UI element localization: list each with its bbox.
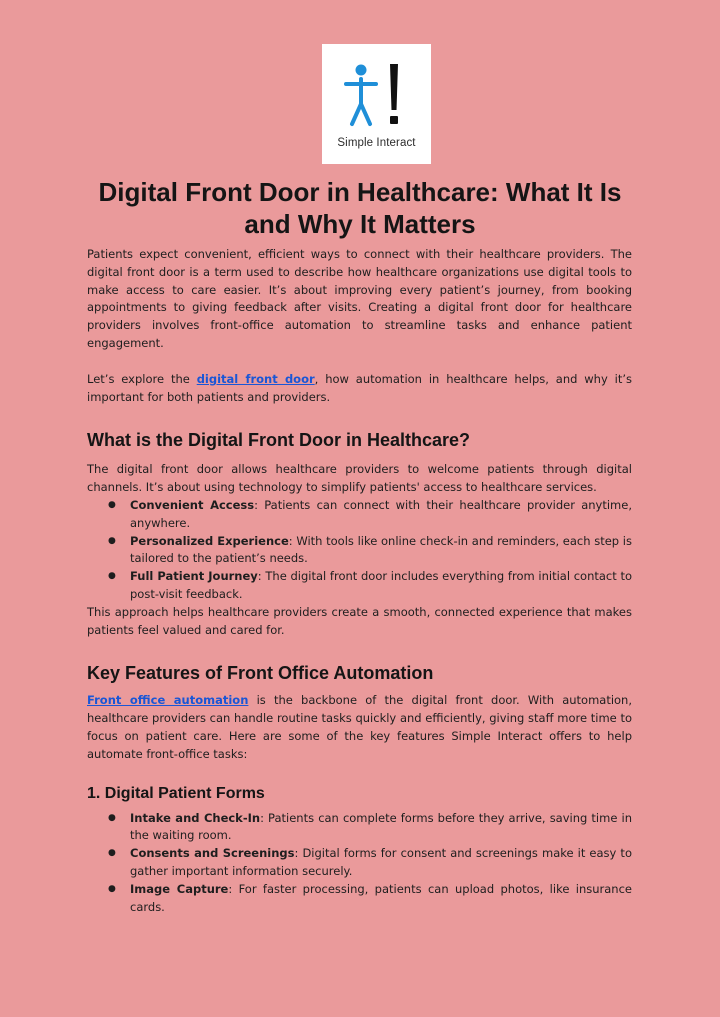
bullet-icon: ● [108,499,116,510]
list-item [108,533,632,569]
page-title: Digital Front Door in Healthcare: What It Is and Why It Matters [98,177,622,239]
section1-outro: This approach helps healthcare providers create a smooth, connected experience that makes patients feel valued and cared for. [87,604,632,637]
section-heading-digital-front-door: What is the Digital Front Door in Healthcare? [87,430,471,451]
list-item-text: : The digital front door includes everything from initial contact to post-visit feedback. [130,569,633,601]
section3-bullet-list [87,810,632,917]
logo [322,44,431,164]
list-item-label: Intake and Check-In [130,810,261,825]
intro-paragraph: Patients expect convenient, efficient ways to connect with their healthcare providers. The digital front door is a term used to describe how healthcare organizations use digital tools to make access to care easier. It’s about improving every patient’s journey, from booking appointments to giving feedback after visits. Creating a digital front door for healthcare providers involves front-office automation to streamline tasks and enhance patient engagement. [87,247,632,350]
digital-front-door-link[interactable]: digital front door [196,371,315,386]
list-item-label: Personalized Experience [130,533,289,548]
front-office-automation-link[interactable]: Front office automation [87,693,249,708]
section2-text: is the backbone of the digital front door. With automation, healthcare providers can handle routine tasks quickly and efficiently, giving staff more time to focus on patient care. Here are some of the key features Simple Interact offers to help automate front-office tasks: [87,693,633,761]
list-item-text: : Digital forms for consent and screenings make it easy to gather important information securely. [130,846,632,878]
list-item-text: : For faster processing, patients can upload photos, like insurance cards. [130,881,632,914]
section-heading-key-features: Key Features of Front Office Automation [87,663,434,684]
list-item [108,568,633,604]
section1-bullet-list [87,497,632,604]
list-item [108,845,632,881]
logo-text: Simple Interact [337,137,416,149]
section1-intro: The digital front door allows healthcare providers to welcome patients through digital channels. It’s about using technology to simplify patients' access to healthcare services. [87,462,632,495]
list-item-text: : Patients can complete forms before they arrive, saving time in the waiting room. [130,810,632,843]
bullet-icon: ● [108,848,116,859]
bullet-icon: ● [108,571,116,582]
list-item [108,497,632,533]
list-item [108,881,632,917]
explore-text-before: Let’s explore the [87,371,197,386]
explore-text-after: , how automation in healthcare helps, and why it’s important for both patients and providers. [87,371,633,404]
bullet-icon: ● [108,883,116,894]
section-heading-digital-patient-forms: 1. Digital Patient Forms [87,784,265,802]
list-item-text: : Patients can connect with their healthcare provider anytime, anywhere. [130,497,632,530]
bullet-icon: ● [108,812,116,823]
list-item-label: Consents and Screenings [130,846,295,861]
explore-paragraph [87,371,632,407]
list-item-label: Full Patient Journey [130,569,258,584]
section2-paragraph [87,692,632,763]
article-body [87,246,632,916]
stick-figure-exclamation-icon [338,62,414,130]
list-item-label: Image Capture [130,881,229,896]
list-item-label: Convenient Access [130,497,255,512]
list-item [108,810,632,846]
bullet-icon: ● [108,535,116,546]
list-item-text: : With tools like online check-in and reminders, each step is tailored to the patient’s needs. [130,533,632,566]
